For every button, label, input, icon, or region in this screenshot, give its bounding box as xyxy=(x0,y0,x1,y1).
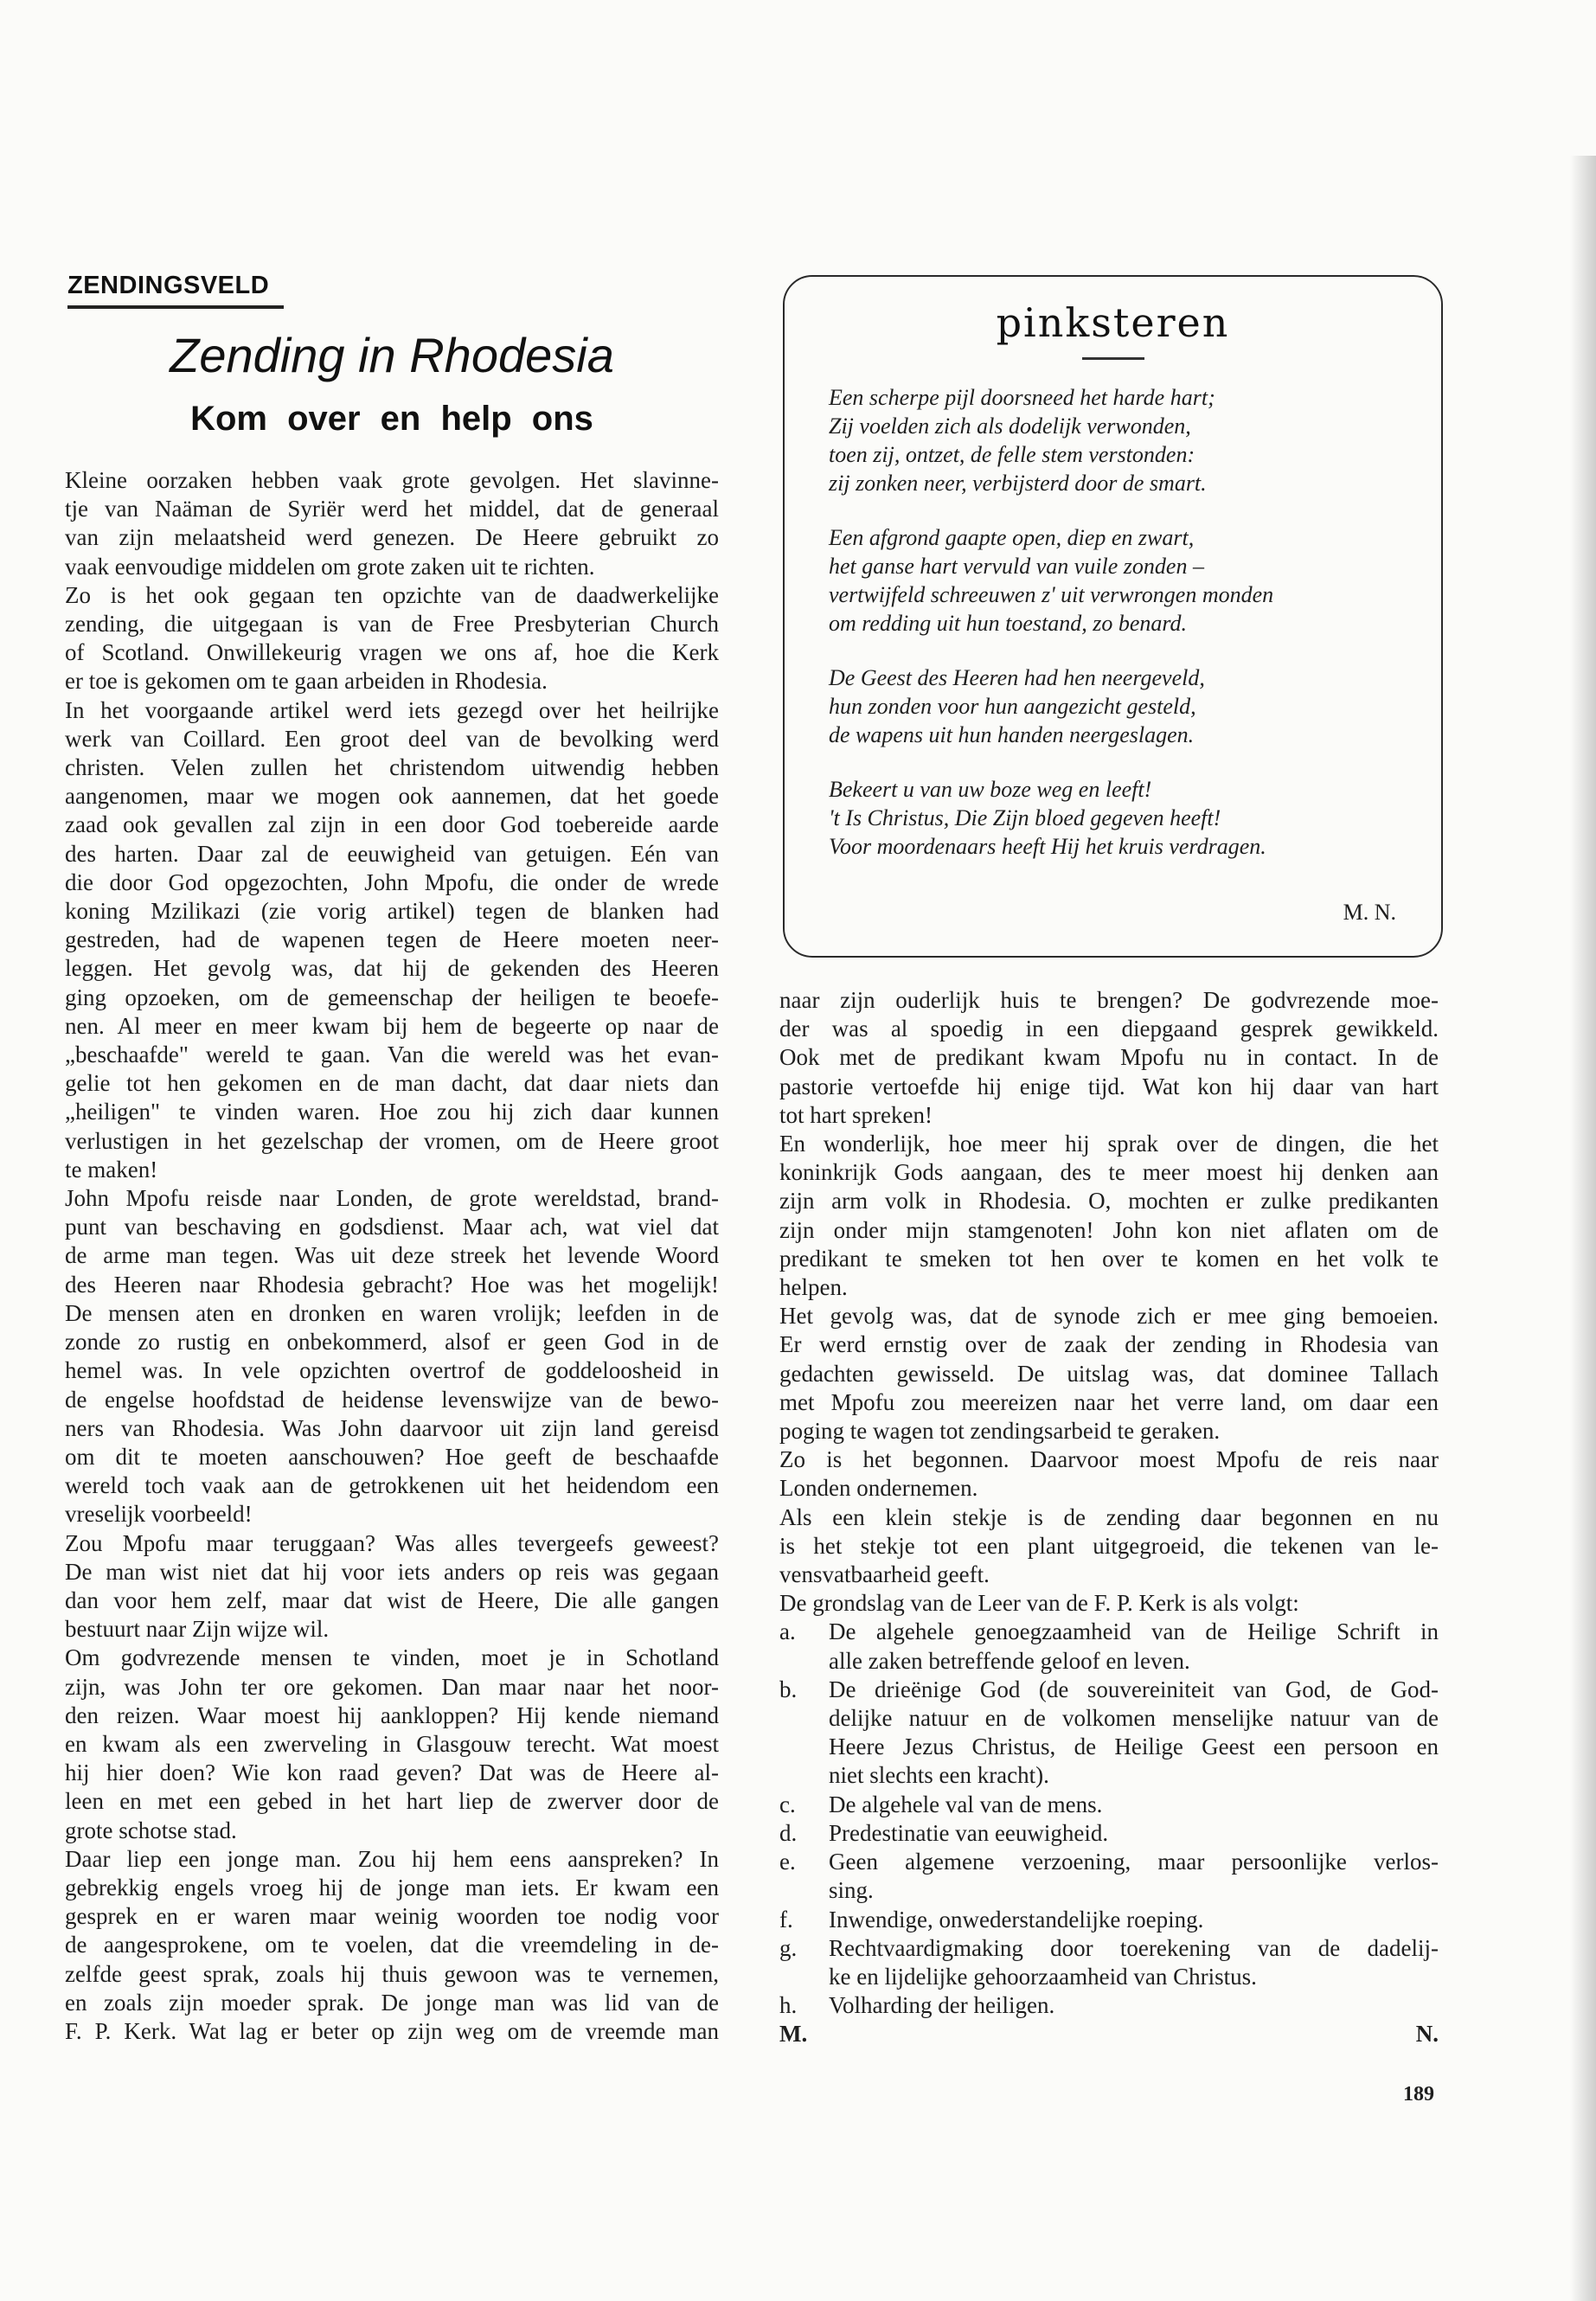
text-line: naar zijn ouderlijk huis te brengen? De godvrezende moe- xyxy=(779,987,1439,1013)
text-line: Zo is het ook gegaan ten opzichte van de daadwerkelijke xyxy=(65,581,719,608)
list-item-letter: c. xyxy=(779,1791,796,1817)
list-item-letter: g. xyxy=(779,1934,798,1961)
poem-line: toen zij, ontzet, de felle stem verstonden: xyxy=(829,442,1195,467)
list-item-line: Volharding der heiligen. xyxy=(829,1992,1055,2019)
poem-title-rule xyxy=(1082,357,1144,360)
text-line: John Mpofu reisde naar Londen, de grote wereldstad, brand- xyxy=(65,1185,719,1212)
text-line: vensvatbaarheid geeft. xyxy=(779,1561,990,1588)
list-item xyxy=(779,1934,1439,1991)
text-line: Daar liep een jonge man. Zou hij hem eens aanspreken? In xyxy=(65,1845,719,1872)
paragraph xyxy=(779,1503,1439,1590)
list-item xyxy=(779,1618,1439,1675)
text-line: van zijn melaatsheid werd genezen. De Heere gebruikt zo xyxy=(65,524,719,551)
poem-line: Een scherpe pijl doorsneed het harde hart; xyxy=(829,385,1215,410)
poem-line: 't Is Christus, Die Zijn bloed gegeven heeft! xyxy=(829,805,1221,830)
text-line: en kwam als een zwerveling in Glasgouw terecht. Wat moest xyxy=(65,1730,719,1757)
poem-stanza xyxy=(829,383,1417,497)
text-line: In het voorgaande artikel werd iets gezegd over het heilrijke xyxy=(65,696,719,723)
text-line: hemel was. In vele opzichten overtrof de goddeloosheid in xyxy=(65,1357,719,1384)
list-item xyxy=(779,1991,1439,2020)
list-item-line: Heere Jezus Christus, de Heilige Geest een persoon en xyxy=(829,1734,1439,1760)
list-item-line: Geen algemene verzoening, maar persoonlijke verlos- xyxy=(829,1849,1439,1875)
list-item-letter: b. xyxy=(779,1676,798,1702)
list-item-line: De algehele val van de mens. xyxy=(829,1791,1103,1817)
text-line: Om godvrezende mensen te vinden, moet je in Schotland xyxy=(65,1644,719,1671)
signature-initial-last: N. xyxy=(1415,2021,1439,2048)
text-line: is het stekje tot een plant uitgegroeid, die tekenen van le- xyxy=(779,1532,1439,1559)
poem-line: hun zonden voor hun aangezicht gesteld, xyxy=(829,694,1196,719)
text-line: de aangesprokene, om te voelen, dat die vreemdeling in de- xyxy=(65,1932,719,1958)
text-line: met Mpofu zou meereizen naar het verre land, om daar een xyxy=(779,1388,1439,1415)
poem-author: M. N. xyxy=(1343,900,1396,925)
page-number: 189 xyxy=(1403,2083,1434,2106)
paragraph xyxy=(779,1130,1439,1302)
poem-line: Zij voelden zich als dodelijk verwonden, xyxy=(829,413,1191,439)
poem-body xyxy=(829,383,1417,887)
list-item-line: ke en lijdelijke gehoorzaamheid van Christus. xyxy=(829,1963,1257,1990)
list-item-letter: h. xyxy=(779,1992,798,2019)
poem-line: Een afgrond gaapte open, diep en zwart, xyxy=(829,525,1195,550)
paragraph xyxy=(779,986,1439,1130)
poem-line: het ganse hart vervuld van vuile zonden – xyxy=(829,554,1204,579)
text-line: koning Mzilikazi (zie vorig artikel) tegen de blanken had xyxy=(65,898,719,925)
list-item-letter: d. xyxy=(779,1819,798,1846)
text-line: grote schotse stad. xyxy=(65,1817,237,1843)
text-line: er toe is gekomen om te gaan arbeiden in Rhodesia. xyxy=(65,668,548,695)
list-item-line: alle zaken betreffende geloof en leven. xyxy=(829,1647,1190,1674)
paragraph xyxy=(65,1644,719,1844)
text-line: tje van Naäman de Syriër werd het middel, dat de generaal xyxy=(65,496,719,522)
text-line: Zo is het begonnen. Daarvoor moest Mpofu de reis naar xyxy=(779,1446,1439,1473)
text-line: of Scotland. Onwillekeurig vragen we ons af, hoe die Kerk xyxy=(65,639,719,666)
scan-edge-shadow xyxy=(1570,156,1596,2301)
text-line: zaad ook gevallen zal zijn in een door God toebereide aarde xyxy=(65,811,719,838)
list-item xyxy=(779,1819,1439,1848)
text-line: aangenomen, maar we mogen ook aannemen, dat het goede xyxy=(65,783,719,810)
text-line: Londen ondernemen. xyxy=(779,1475,978,1502)
text-line: pastorie vertoefde hij enige tijd. Wat kon hij daar van hart xyxy=(779,1073,1439,1099)
list-item-letter: f. xyxy=(779,1906,793,1932)
poem-line: Voor moordenaars heeft Hij het kruis verdragen. xyxy=(829,834,1266,859)
text-line: de arme man tegen. Was uit deze streek het levende Woord xyxy=(65,1242,719,1269)
text-line: De mensen aten en dronken en waren vrolijk; leefden in de xyxy=(65,1299,719,1326)
doctrine-list xyxy=(779,1618,1439,2020)
text-line: predikant te smeken tot hen over te komen en het volk te xyxy=(779,1245,1439,1272)
poem-line: om redding uit hun toestand, zo benard. xyxy=(829,611,1188,636)
text-line: hij hier doen? Wie kon raad geven? Dat was de Heere al- xyxy=(65,1759,719,1786)
text-line: gesprek en er waren maar weinig woorden toe nodig voor xyxy=(65,1903,719,1930)
text-line: werk van Coillard. Een groot deel van de bevolking werd xyxy=(65,725,719,752)
text-line: leggen. Het gevolg was, dat hij de gekenden des Heeren xyxy=(65,955,719,982)
list-item-line: De algehele genoegzaamheid van de Heilige Schrift in xyxy=(829,1618,1439,1645)
text-line: vreselijk voorbeeld! xyxy=(65,1501,253,1528)
text-line: Ook met de predikant kwam Mpofu nu in contact. In de xyxy=(779,1044,1439,1071)
text-line: zelfde geest sprak, zoals hij thuis gewoon was te vernemen, xyxy=(65,1960,719,1987)
text-line: om dit te moeten aanschouwen? Hoe geeft de beschaafde xyxy=(65,1443,719,1470)
list-item-line: niet slechts een kracht). xyxy=(829,1762,1049,1789)
poem-stanza xyxy=(829,523,1417,638)
text-line: de engelse hoofdstad de heidense levenswijze van de bewo- xyxy=(65,1386,719,1413)
article-title: Zending in Rhodesia xyxy=(170,328,614,382)
text-line: der was al spoedig in een diepgaand gesprek gewikkeld. xyxy=(779,1016,1439,1042)
list-item-letter: e. xyxy=(779,1849,796,1875)
signature-initial-first: M. xyxy=(779,2021,808,2048)
text-line: bestuurt naar Zijn wijze wil. xyxy=(65,1616,330,1643)
paragraph xyxy=(779,1302,1439,1445)
poem-line: De Geest des Heeren had hen neergeveld, xyxy=(829,665,1205,690)
text-line: te maken! xyxy=(65,1156,158,1183)
text-line: „beschaafde" wereld te gaan. Van die wereld was het evan- xyxy=(65,1042,719,1068)
text-line: zending, die uitgegaan is van de Free Presbyterian Church xyxy=(65,611,719,638)
text-line: En wonderlijk, hoe meer hij sprak over de dingen, die het xyxy=(779,1131,1439,1157)
text-line: christen. Velen zullen het christendom uitwendig hebben xyxy=(65,754,719,781)
text-line: die door God opgezochten, John Mpofu, die onder de wrede xyxy=(65,868,719,895)
text-line: F. P. Kerk. Wat lag er beter op zijn weg om de vreemde man xyxy=(65,2017,719,2044)
text-line: des harten. Daar zal de eeuwigheid van getuigen. Eén van xyxy=(65,840,719,867)
text-line: zijn onder mijn stamgenoten! John kon niet aflaten om de xyxy=(779,1216,1439,1243)
section-label: ZENDINGSVELD xyxy=(67,272,284,309)
text-line: De grondslag van de Leer van de F. P. Kerk is als volgt: xyxy=(779,1590,1299,1617)
text-line: zonde zo rustig en onbekommerd, alsof er geen God in de xyxy=(65,1329,719,1356)
text-line: zijn, was John ter ore gekomen. Dan maar naar het noor- xyxy=(65,1673,719,1700)
text-line: ging opzoeken, om de gemeenschap der heiligen te beoefe- xyxy=(65,984,719,1010)
article-right-column xyxy=(779,986,1439,2049)
text-line: Zou Mpofu maar teruggaan? Was alles tevergeefs geweest? xyxy=(65,1529,719,1556)
poem-title: pinksteren xyxy=(996,299,1230,346)
list-item-line: Rechtvaardigmaking door toerekening van de dadelij- xyxy=(829,1934,1439,1961)
text-line: De man wist niet dat hij voor iets anders op reis was gegaan xyxy=(65,1558,719,1585)
list-item xyxy=(779,1676,1439,1791)
list-item xyxy=(779,1848,1439,1905)
list-item-line: delijke natuur en de volkomen menselijke natuur van de xyxy=(829,1705,1439,1732)
list-item-line: De drieënige God (de souvereiniteit van God, de God- xyxy=(829,1676,1439,1702)
paragraph xyxy=(65,696,719,1184)
list-item xyxy=(779,1791,1439,1819)
poem-stanza xyxy=(829,775,1417,861)
text-line: wereld toch vaak aan de getrokkenen uit het heidendom een xyxy=(65,1472,719,1499)
text-line: des Heeren naar Rhodesia gebracht? Hoe was het mogelijk! xyxy=(65,1271,719,1298)
poem-line: de wapens uit hun handen neergeslagen. xyxy=(829,722,1195,747)
poem-line: Bekeert u van uw boze weg en leeft! xyxy=(829,777,1152,802)
text-line: helpen. xyxy=(779,1274,848,1301)
text-line: punt van beschaving en godsdienst. Maar ach, wat viel dat xyxy=(65,1214,719,1240)
list-item-line: Inwendige, onwederstandelijke roeping. xyxy=(829,1906,1204,1932)
list-item-line: sing. xyxy=(829,1877,874,1904)
list-item xyxy=(779,1906,1439,1934)
text-line: zijn arm volk in Rhodesia. O, mochten er zulke predikanten xyxy=(779,1188,1439,1215)
text-line: vaak eenvoudige middelen om grote zaken uit te richten. xyxy=(65,553,595,580)
text-line: gedachten gewisseld. De uitslag was, dat dominee Tallach xyxy=(779,1360,1439,1387)
paragraph xyxy=(65,1845,719,2046)
text-line: Kleine oorzaken hebben vaak grote gevolgen. Het slavinne- xyxy=(65,467,719,493)
text-line: Er werd ernstig over de zaak der zending in Rhodesia van xyxy=(779,1331,1439,1358)
paragraph xyxy=(65,466,719,581)
text-line: koninkrijk Gods aangaan, des te meer moest hij denken aan xyxy=(779,1159,1439,1186)
text-line: tot hart spreken! xyxy=(779,1101,933,1128)
paragraph xyxy=(65,1529,719,1644)
text-line: den reizen. Waar moest hij aankloppen? Hij kende niemand xyxy=(65,1702,719,1728)
text-line: „heiligen" te vinden waren. Hoe zou hij zich daar kunnen xyxy=(65,1099,719,1125)
paragraph xyxy=(779,1589,1439,1618)
text-line: Als een klein stekje is de zending daar begonnen en nu xyxy=(779,1503,1439,1530)
text-line: dan voor hem zelf, maar dat wist de Heere, Die alle gangen xyxy=(65,1586,719,1613)
text-line: verlustigen in het gezelschap der vromen, om de Heere groot xyxy=(65,1127,719,1154)
list-item-line: Predestinatie van eeuwigheid. xyxy=(829,1819,1109,1846)
text-line: gelie tot hen gekomen en de man dacht, dat daar niets dan xyxy=(65,1070,719,1097)
list-item-letter: a. xyxy=(779,1618,796,1645)
article-signature xyxy=(779,2020,1439,2048)
paragraph xyxy=(779,1445,1439,1503)
text-line: Het gevolg was, dat de synode zich er mee ging bemoeien. xyxy=(779,1303,1439,1330)
paragraph xyxy=(65,1184,719,1529)
text-line: en zoals zijn moeder sprak. De jonge man was lid van de xyxy=(65,1989,719,2016)
article-left-column xyxy=(65,466,719,2046)
poem-box xyxy=(783,275,1443,958)
text-line: leen en met een gebed in het hart liep de zwerver door de xyxy=(65,1788,719,1815)
poem-line: vertwijfeld schreeuwen z' uit verwrongen monden xyxy=(829,582,1274,607)
article-subtitle: Kom over en help ons xyxy=(190,400,593,438)
text-line: nen. Al meer en meer kwam bij hem de begeerte op naar de xyxy=(65,1012,719,1039)
poem-line: zij zonken neer, verbijsterd door de smart. xyxy=(829,471,1207,496)
poem-stanza xyxy=(829,663,1417,749)
text-line: ners van Rhodesia. Was John daarvoor uit zijn land gereisd xyxy=(65,1414,719,1441)
text-line: gebrekkig engels vroeg hij de jonge man iets. Er kwam een xyxy=(65,1874,719,1900)
paragraph xyxy=(65,581,719,696)
text-line: gestreden, had de wapenen tegen de Heere moeten neer- xyxy=(65,926,719,953)
text-line: poging te wagen tot zendingsarbeid te geraken. xyxy=(779,1418,1221,1445)
